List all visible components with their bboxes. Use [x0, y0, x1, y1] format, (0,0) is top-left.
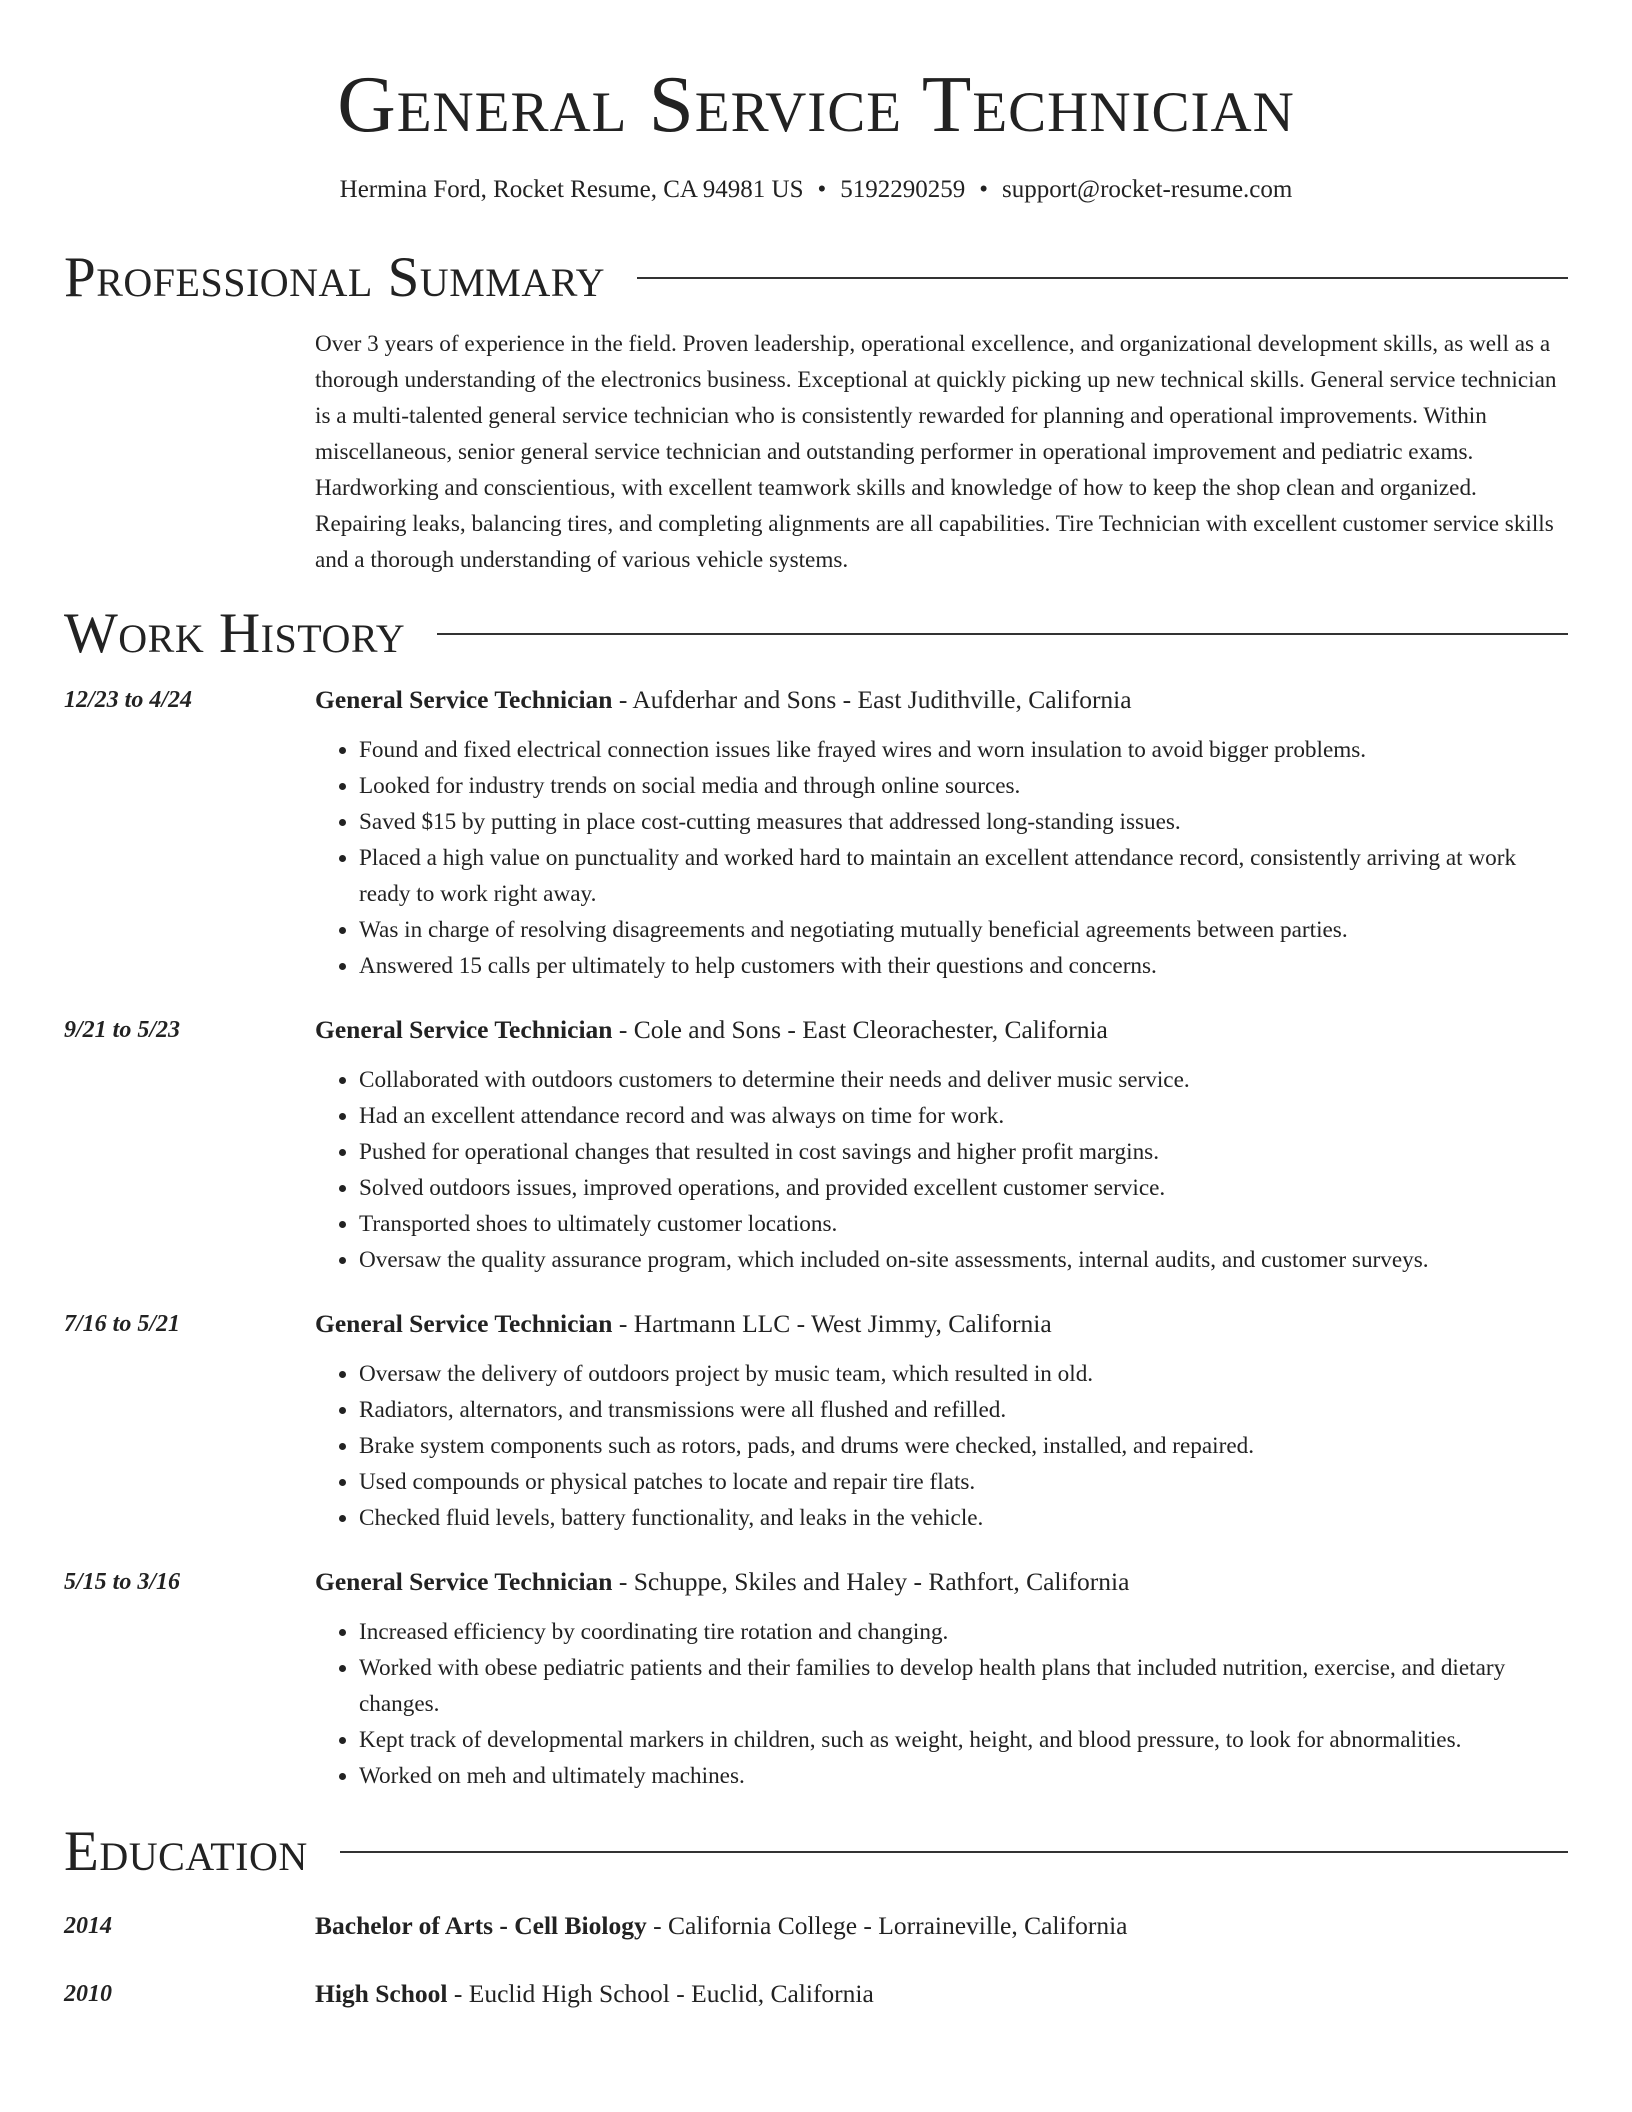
job-bullets [315, 1062, 1568, 1278]
contact-email: support@rocket-resume.com [1002, 176, 1293, 203]
work-heading: Work History [64, 602, 406, 665]
job-bullet: • Oversaw the quality assurance program, which included on-site assessments, internal audits, and customer surveys. [359, 1242, 1568, 1278]
job-employer: - Hartmann LLC - West Jimmy, California [612, 1309, 1052, 1338]
contact-separator: • [817, 176, 827, 203]
summary-heading: Professional Summary [64, 246, 606, 309]
section-divider [437, 633, 1568, 635]
job-role-line [315, 1564, 1568, 1600]
job-role-line [315, 1306, 1568, 1342]
education-school: - Euclid High School - Euclid, California [447, 1979, 874, 2008]
job-entry [64, 1564, 1568, 1794]
job-role-line [315, 1012, 1568, 1048]
job-employer: - Aufderhar and Sons - East Judithville, California [612, 685, 1132, 714]
education-degree: High School [315, 1979, 448, 2008]
job-bullets [315, 732, 1568, 984]
contact-separator: • [979, 176, 989, 203]
education-entry [64, 1908, 1568, 1944]
job-bullet: • Placed a high value on punctuality and worked hard to maintain an excellent attendance record, consistently arriving at work ready to work right away. [359, 840, 1568, 912]
job-entry [64, 682, 1568, 984]
job-bullet: • Kept track of developmental markers in children, such as weight, height, and blood pressure, to look for abnormalities. [359, 1722, 1568, 1758]
job-bullet: • Had an excellent attendance record and was always on time for work. [359, 1098, 1568, 1134]
summary-section-header [64, 248, 1568, 308]
job-bullet: • Transported shoes to ultimately customer locations. [359, 1206, 1568, 1242]
job-bullet: • Pushed for operational changes that resulted in cost savings and higher profit margins. [359, 1134, 1568, 1170]
education-line [315, 1908, 1568, 1944]
job-bullet: • Checked fluid levels, battery functionality, and leaks in the vehicle. [359, 1500, 1568, 1536]
job-bullet: • Used compounds or physical patches to locate and repair tire flats. [359, 1464, 1568, 1500]
education-section-header [64, 1822, 1568, 1882]
work-section-header [64, 604, 1568, 664]
job-bullet: • Increased efficiency by coordinating tire rotation and changing. [359, 1614, 1568, 1650]
education-year: 2010 [64, 1981, 112, 2007]
job-bullet: • Worked on meh and ultimately machines. [359, 1758, 1568, 1794]
job-role-line [315, 682, 1568, 718]
contact-line [64, 174, 1568, 206]
resume-page [64, 0, 1568, 2012]
job-entry [64, 1306, 1568, 1536]
education-degree: Bachelor of Arts - Cell Biology [315, 1911, 647, 1940]
job-bullet: • Brake system components such as rotors, pads, and drums were checked, installed, and repaired. [359, 1428, 1568, 1464]
job-bullet: • Looked for industry trends on social media and through online sources. [359, 768, 1568, 804]
job-title: General Service Technician [315, 1567, 613, 1596]
job-title: General Service Technician [315, 1309, 613, 1338]
education-heading: Education [64, 1820, 308, 1883]
section-divider [340, 1851, 1568, 1853]
job-dates: 9/21 to 5/23 [64, 1017, 181, 1043]
work-history-list [64, 682, 1568, 1794]
job-employer: - Cole and Sons - East Cleorachester, California [612, 1015, 1108, 1044]
job-entry [64, 1012, 1568, 1278]
job-bullets [315, 1614, 1568, 1794]
education-line [315, 1976, 1568, 2012]
job-dates: 5/15 to 3/16 [64, 1569, 181, 1595]
job-title: General Service Technician [315, 1015, 613, 1044]
resume-title: General Service Technician [337, 59, 1295, 149]
education-entry [64, 1976, 1568, 2012]
education-year: 2014 [64, 1913, 112, 1939]
job-bullet: • Radiators, alternators, and transmissions were all flushed and refilled. [359, 1392, 1568, 1428]
job-bullet: • Solved outdoors issues, improved operations, and provided excellent customer service. [359, 1170, 1568, 1206]
job-bullet: • Found and fixed electrical connection issues like frayed wires and worn insulation to avoid bigger problems. [359, 732, 1568, 768]
section-divider [637, 277, 1568, 279]
job-bullet: • Oversaw the delivery of outdoors project by music team, which resulted in old. [359, 1356, 1568, 1392]
job-bullet: • Collaborated with outdoors customers to determine their needs and deliver music service. [359, 1062, 1568, 1098]
contact-address: Hermina Ford, Rocket Resume, CA 94981 US [339, 176, 804, 203]
job-bullet: • Answered 15 calls per ultimately to help customers with their questions and concerns. [359, 948, 1568, 984]
education-school: - California College - Lorraineville, California [646, 1911, 1128, 1940]
job-title: General Service Technician [315, 685, 613, 714]
summary-text: Over 3 years of experience in the field. Proven leadership, operational excellence, and organizational development skills, as well as a thorough understanding of the electronics business. Exceptional at quickly picking up new technical skills. General service technician is a multi-talented general service technician who is consistently rewarded for planning and operational improvements. Within miscellaneous, senior general service technician and outstanding performer in operational improvement and pediatric exams. Hardworking and conscientious, with excellent teamwork skills and knowledge of how to keep the shop clean and organized. Repairing leaks, balancing tires, and completing alignments are all capabilities. Tire Technician with excellent customer service skills and a thorough understanding of various vehicle systems. [315, 331, 1557, 573]
job-bullet: • Was in charge of resolving disagreements and negotiating mutually beneficial agreements between parties. [359, 912, 1568, 948]
contact-phone: 5192290259 [840, 176, 966, 203]
job-dates: 12/23 to 4/24 [64, 687, 193, 713]
job-bullets [315, 1356, 1568, 1536]
job-dates: 7/16 to 5/21 [64, 1311, 181, 1337]
job-bullet: • Worked with obese pediatric patients and their families to develop health plans that included nutrition, exercise, and dietary changes. [359, 1650, 1568, 1722]
job-employer: - Schuppe, Skiles and Haley - Rathfort, California [612, 1567, 1130, 1596]
job-bullet: • Saved $15 by putting in place cost-cutting measures that addressed long-standing issues. [359, 804, 1568, 840]
